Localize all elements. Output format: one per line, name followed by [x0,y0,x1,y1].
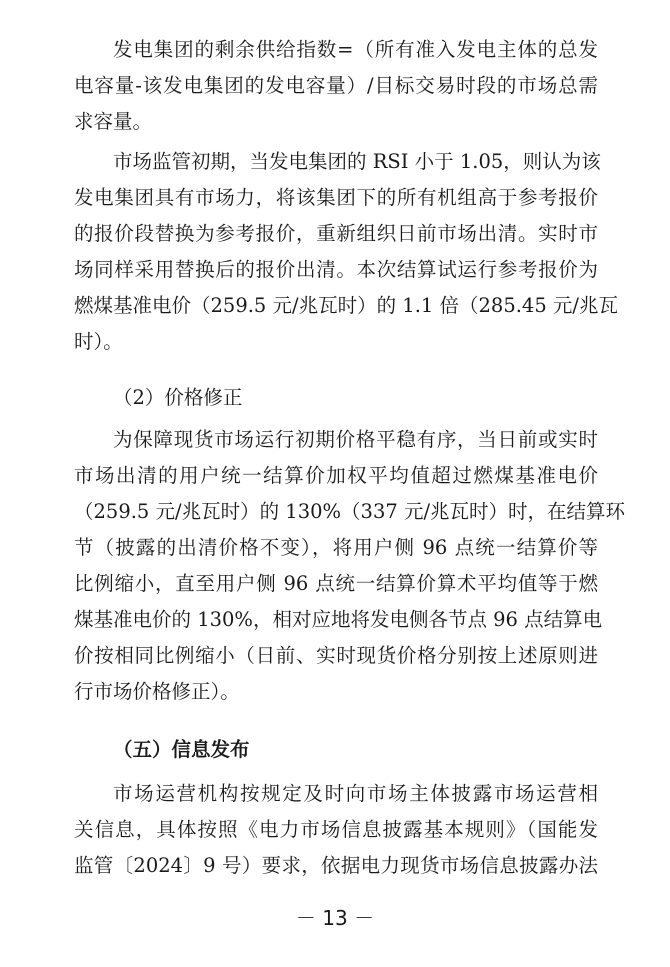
paragraph-line: 的报价段替换为参考报价，重新组织日前市场出清。实时市 [74,222,598,245]
section-heading: （五）信息发布 [113,738,250,761]
paragraph-line: 监管〔2024〕9 号）要求，依据电力现货市场信息披露办法 [74,854,598,877]
paragraph-line: 关信息，具体按照《电力市场信息披露基本规则》（国能发 [74,818,598,841]
paragraph-line: 煤基准电价的 130%，相对应地将发电侧各节点 96 点结算电 [74,608,603,631]
paragraph-line: 时）。 [74,330,123,353]
paragraph-line: 燃煤基准电价（259.5 元/兆瓦时）的 1.1 倍（285.45 元/兆瓦 [74,294,619,317]
paragraph-line: 为保障现货市场运行初期价格平稳有序，当日前或实时 [113,428,598,451]
paragraph-line: 市场运营机构按规定及时向市场主体披露市场运营相 [113,782,598,805]
section-heading: （2）价格修正 [113,386,243,409]
paragraph-line: 电容量-该发电集团的发电容量）/目标交易时段的市场总需 [74,74,598,97]
paragraph-line: 市场监管初期，当发电集团的 RSI 小于 1.05，则认为该 [113,150,601,173]
paragraph-line: 市场出清的用户统一结算价加权平均值超过燃煤基准电价 [74,464,598,487]
paragraph-line: 场同样采用替换后的报价出清。本次结算试运行参考报价为 [74,258,598,281]
paragraph-line: 求容量。 [74,110,153,133]
page-number: － 13 － [295,906,375,930]
paragraph-line: 节（披露的出清价格不变），将用户侧 96 点统一结算价等 [74,536,598,559]
paragraph-line: 比例缩小，直至用户侧 96 点统一结算价算术平均值等于燃 [74,572,598,595]
paragraph-line: 发电集团具有市场力，将该集团下的所有机组高于参考报价 [74,186,598,209]
paragraph-line: 行市场价格修正）。 [74,680,240,703]
paragraph-line: 价按相同比例缩小（日前、实时现货价格分别按上述原则进 [74,644,598,667]
paragraph-line: （259.5 元/兆瓦时）的 130%（337 元/兆瓦时）时，在结算环 [74,500,626,523]
paragraph-line: 发电集团的剩余供给指数=（所有准入发电主体的总发 [113,38,598,61]
